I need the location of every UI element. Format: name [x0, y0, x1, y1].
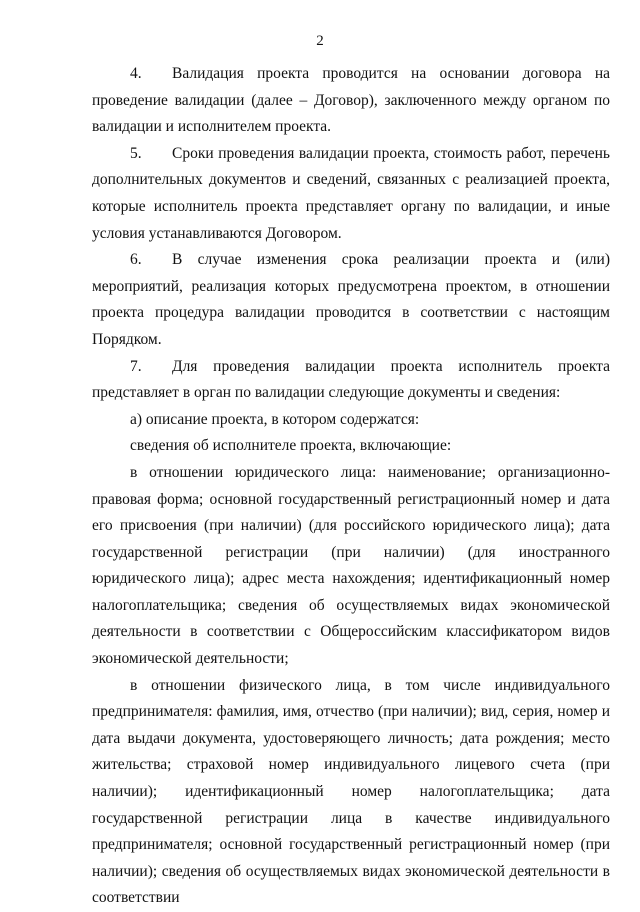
paragraph-7: [92, 354, 610, 407]
paragraph-number: 6.: [130, 251, 142, 269]
paragraph-number: 4.: [130, 65, 142, 82]
paragraph-text: Для проведения валидации проекта исполнитель проекта представляет в орган по валидации следующие документы и сведения:: [92, 357, 610, 402]
paragraph-text: сведения об исполнителе проекта, включающие:: [130, 437, 452, 455]
subparagraph-a: [92, 407, 610, 434]
individual-paragraph: [92, 673, 610, 912]
paragraph-4: [92, 61, 610, 141]
paragraph-6: [92, 247, 610, 353]
paragraph-text: в отношении физического лица, в том числе индивидуального предпринимателя: фамилия, имя, отчество (при наличии); вид, серия, номер и дата выдачи документа, удостоверяющего личность; дата рождения; место жительства; страховой номер индивидуального лицевого счета (при наличии); идентификационный номер налогоплательщика; дата государственной регистрации лица в качестве индивидуального предпринимателя; основной государственный регистрационный номер (при наличии); сведения об осуществляемых видах экономической деятельности в соответствии: [92, 676, 610, 907]
paragraph-text: Валидация проекта проводится на основании договора на проведение валидации (далее – Договор), заключенного между органом по валидации и исполнителем проекта.: [92, 65, 610, 136]
document-body: [92, 61, 610, 912]
paragraph-5: [92, 141, 610, 247]
legal-entity-paragraph: [92, 460, 610, 673]
page-number: 2: [316, 33, 324, 49]
executor-info-heading: [92, 433, 610, 460]
paragraph-number: 5.: [130, 144, 142, 162]
paragraph-text: в отношении юридического лица: наименование; организационно-правовая форма; основной государственный регистрационный номер и дата его присвоения (при наличии) (для российского юридического лица); дата государственной регистрации (при наличии) (для иностранного юридического лица); адрес места нахождения; идентификационный номер налогоплательщика; сведения об осуществляемых видах экономической деятельности в соответствии с Общероссийским классификатором видов экономической деятельности;: [92, 463, 610, 668]
paragraph-number: 7.: [130, 357, 142, 375]
paragraph-text: Сроки проведения валидации проекта, стоимость работ, перечень дополнительных документов и сведений, связанных с реализацией проекта, которые исполнитель проекта представляет органу по валидации, и иные условия устанавливаются Договором.: [92, 144, 610, 242]
paragraph-text: а) описание проекта, в котором содержатся:: [130, 410, 420, 428]
paragraph-text: В случае изменения срока реализации проекта и (или) мероприятий, реализация которых предусмотрена проектом, в отношении проекта процедура валидации проводится в соответствии с настоящим Порядком.: [92, 251, 610, 348]
